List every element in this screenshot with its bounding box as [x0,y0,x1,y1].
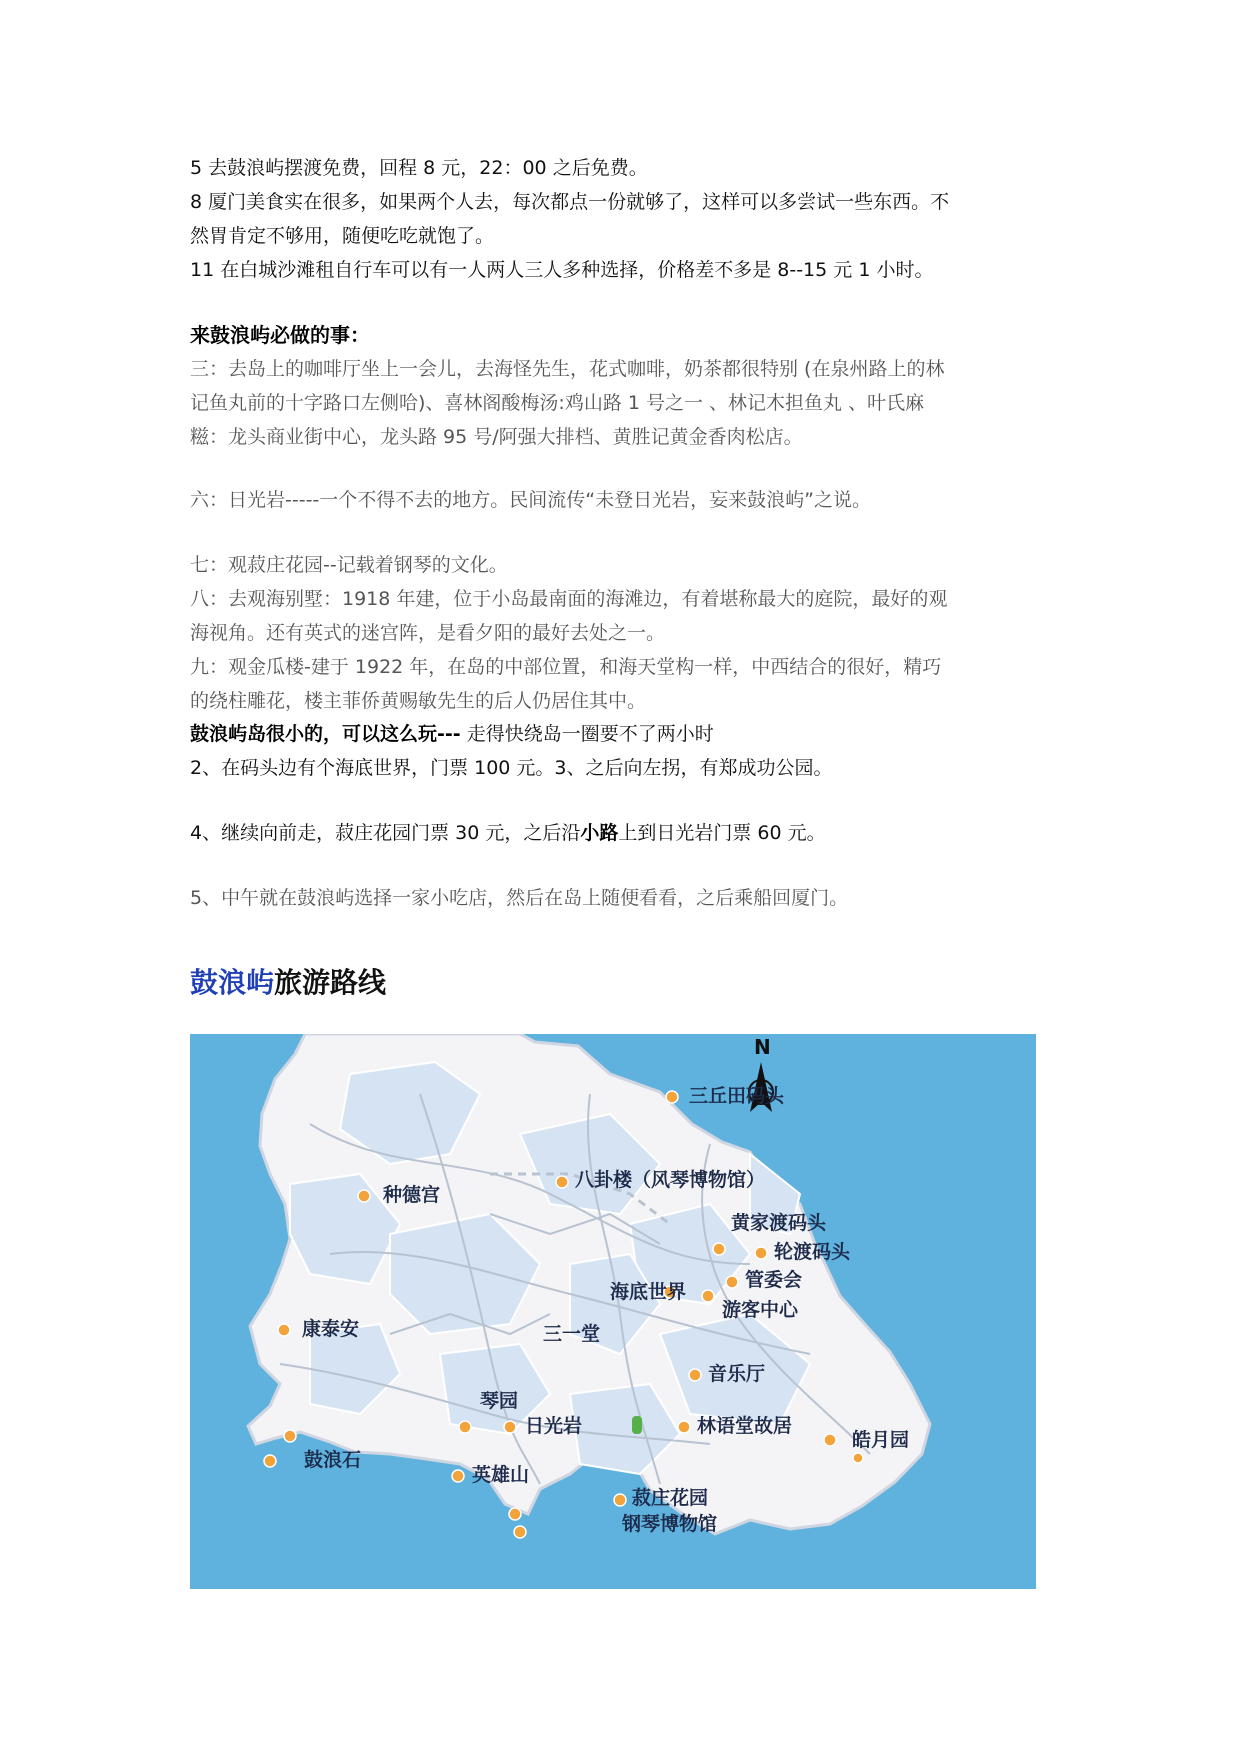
pin-youke [702,1290,714,1302]
plan-heading-rest: 走得快绕岛一圈要不了两小时 [460,723,714,745]
label-gangqin: 钢琴博物馆 [622,1513,718,1535]
route-title-rest: 旅游路线 [274,966,387,999]
label-haidishijie: 海底世界 [610,1281,687,1303]
plan-step-2: 2、在码头边有个海底世界，门票 100 元。3、之后向左拐，有郑成功公园。 [190,757,833,779]
label-sanyitang: 三一堂 [543,1323,601,1345]
plan-step-4-b: 上到日光岩门票 60 元。 [618,822,826,844]
must-do-line: 八：去观海别墅：1918 年建，位于小岛最南面的海滩边，有着堪称最大的庭院，最好的观 [190,588,948,610]
park-marker [632,1416,642,1434]
label-qinyuan: 琴园 [480,1390,519,1412]
plan-step-4 [190,821,826,845]
pin-gulangshi-2 [264,1455,276,1467]
label-yingxiongshan: 英雄山 [472,1464,530,1486]
must-do-line: 的绕柱雕花，楼主菲侨黄赐敏先生的后人仍居住其中。 [190,690,647,712]
must-do-line: 七：观菽庄花园--记载着钢琴的文化。 [190,554,508,576]
pin-east-1 [853,1453,863,1463]
plan-heading-bold: 鼓浪屿岛很小的，可以这么玩--- [190,723,461,745]
label-zhongdegong: 种德宫 [383,1184,441,1206]
route-title-blue: 鼓浪屿 [190,966,275,999]
label-bagualou: 八卦楼（风琴博物馆） [575,1169,766,1191]
pin-bagualou [556,1176,568,1188]
tip-3: 11 在白城沙滩租自行车可以有一人两人三人多种选择，价格差不多是 8--15 元 1 小时。 [190,259,934,281]
must-do-heading: 来鼓浪屿必做的事： [190,323,370,347]
pin-haoyueyuan [824,1434,836,1446]
label-lundu: 轮渡码头 [774,1241,851,1263]
plan-step-4-bold: 小路 [580,822,619,844]
tip-1: 5 去鼓浪屿摆渡免费，回程 8 元，22：00 之后免费。 [190,157,648,179]
label-haoyueyuan: 皓月园 [852,1429,910,1451]
plan-heading [190,722,714,746]
label-yinyueting: 音乐厅 [708,1363,766,1385]
pin-linyutang [678,1421,690,1433]
pin-shuzhuang [614,1494,626,1506]
plan-step-5: 5、中午就在鼓浪屿选择一家小吃店，然后在岛上随便看看，之后乘船回厦门。 [190,887,849,909]
must-do-line: 九：观金瓜楼-建于 1922 年，在岛的中部位置，和海天堂构一样，中西结合的很好，精巧 [190,656,942,678]
label-youke: 游客中心 [722,1299,799,1321]
pin-kangtaian [278,1324,290,1336]
tip-2-cont: 然胃肯定不够用，随便吃吃就饱了。 [190,225,495,247]
label-sanqiutian: 三丘田码头 [689,1085,785,1107]
must-do-line: 海视角。还有英式的迷宫阵，是看夕阳的最好去处之一。 [190,622,666,644]
pin-south-2 [514,1526,526,1538]
island-route-map [190,1034,1036,1589]
pin-south-1 [509,1508,521,1520]
pin-gulangshi-1 [284,1430,296,1442]
label-riguangyan: 日光岩 [525,1415,583,1437]
pin-huangjiadu [713,1243,725,1255]
pin-zhongdegong [358,1190,370,1202]
label-huangjiadu: 黄家渡码头 [731,1212,827,1234]
must-do-line: 六：日光岩-----一个不得不去的地方。民间流传“未登日光岩，妄来鼓浪屿”之说。 [190,489,871,511]
pin-qinyuan [459,1421,471,1433]
label-linyutang: 林语堂故居 [697,1415,793,1437]
must-do-line: 三：去岛上的咖啡厅坐上一会儿，去海怪先生，花式咖啡，奶茶都很特别 (在泉州路上的林 [190,358,945,380]
pin-guanweihui [726,1276,738,1288]
must-do-line: 糍：龙头商业街中心，龙头路 95 号/阿强大排档、黄胜记黄金香肉松店。 [190,426,803,448]
pin-lundu [755,1247,767,1259]
pin-yinyueting [689,1369,701,1381]
pin-yingxiongshan [452,1470,464,1482]
route-title [190,961,386,1001]
pin-sanqiutian [666,1091,678,1103]
plan-step-4-a: 4、继续向前走，菽庄花园门票 30 元，之后沿 [190,822,581,844]
pin-riguangyan [504,1421,516,1433]
must-do-line: 记鱼丸前的十字路口左侧哈)、喜林阁酸梅汤:鸡山路 1 号之一 、林记木担鱼丸 、叶氏麻 [190,392,925,414]
label-shuzhuang: 菽庄花园 [632,1487,709,1509]
label-guanweihui: 管委会 [745,1269,803,1291]
label-gulangshi: 鼓浪石 [304,1449,362,1471]
svg-text:N: N [754,1035,771,1059]
label-kangtaian: 康泰安 [302,1318,360,1340]
tip-2: 8 厦门美食实在很多，如果两个人去，每次都点一份就够了，这样可以多尝试一些东西。不 [190,191,950,213]
